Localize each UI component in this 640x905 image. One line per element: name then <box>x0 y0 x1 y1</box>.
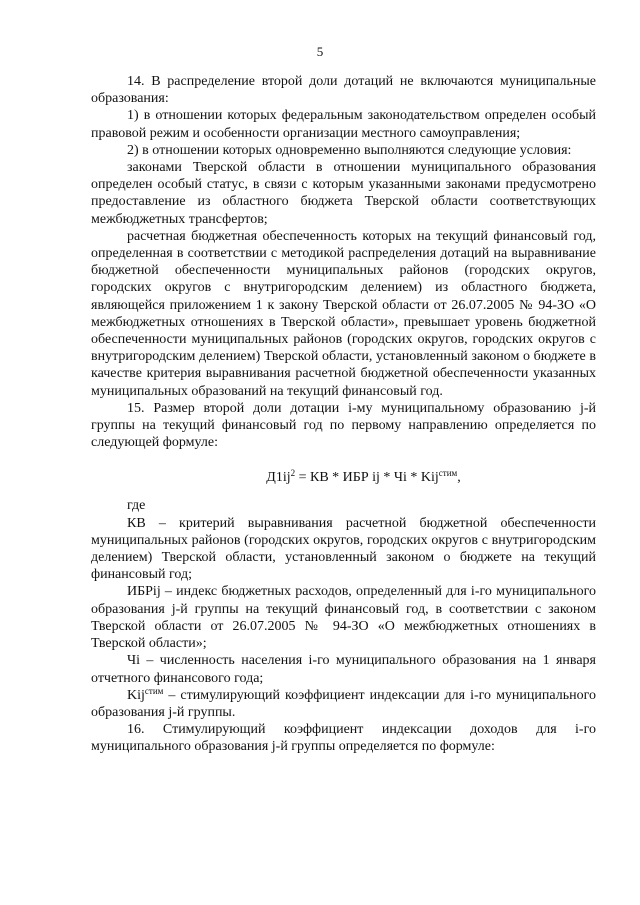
paragraph-14-condition-2: расчетная бюджетная обеспеченность которых на текущий финансовый год, определенная в соответствии с методикой распределения дотаций на выравнивание бюджетной обеспеченности муниципальных районов (городских округов, городских округов с внутригородским делением) из областного бюджета, являющейся приложением 1 к закону Тверской области от 26.07.2005 № 94-ЗО «О межбюджетных отношениях в Тверской области», превышает уровень бюджетной обеспеченности муниципальных районов (городских округов, городских округов с внутригородским делением) Тверской области, установленный законом о бюджете в качестве критерия выравнивания расчетной бюджетной обеспеченности указанных муниципальных образований на текущий финансовый год. <box>91 228 596 399</box>
formula-rhs: = КВ * ИБР ij * Чi * Kij <box>295 470 439 486</box>
paragraph-14-condition-1: законами Тверской области в отношении муниципального образования определен особый статус, в связи с которым указанными законами предусмотрено предоставление из областного бюджета Тверской области соответствующих межбюджетных трансфертов; <box>91 160 596 227</box>
formula-lhs: Д1ij <box>266 470 291 486</box>
paragraph-14-intro: 14. В распределение второй доли дотаций не включаются муниципальные образования: <box>91 74 596 107</box>
definition-kv: КВ – критерий выравнивания расчетной бюджетной обеспеченности муниципальных районов (городских округов, городских округов с внутригородским делением) Тверской области, установленный законом о бюджете на текущий финансовый год; <box>91 515 596 583</box>
definition-kstim-sup: стим <box>144 685 164 696</box>
where-label: где <box>127 498 146 514</box>
definition-kstim-term: Kij <box>127 687 145 703</box>
paragraph-15-intro: 15. Размер второй доли дотации i-му муниципальному образованию j-й группы на текущий финансовый год по первому направлению определяется по следующей формуле: <box>91 400 596 451</box>
definition-kstim <box>91 687 596 721</box>
document-body <box>91 73 596 756</box>
definition-ch: Чi – численность населения i-го муниципального образования на 1 января отчетного финансового года; <box>91 653 596 686</box>
definition-kstim-text: – стимулирующий коэффициент индексации для i-го муниципального образования j-й группы. <box>91 687 596 720</box>
formula-end: , <box>457 470 461 486</box>
paragraph-14-item-2: 2) в отношении которых одновременно выполняются следующие условия: <box>127 142 572 158</box>
paragraph-14-item-1: 1) в отношении которых федеральным законодательством определен особый правовой режим и особенности организации местного самоуправления; <box>91 108 596 141</box>
formula-lhs-sup: 2 <box>290 468 296 479</box>
formula-rhs-sup: стим <box>438 468 458 479</box>
paragraph-16-intro: 16. Стимулирующий коэффициент индексации доходов для i-го муниципального образования j-й группы определяется по формуле: <box>91 722 596 755</box>
page-number: 5 <box>316 44 324 59</box>
formula-d1ij <box>91 469 596 487</box>
definition-ibr: ИБРij – индекс бюджетных расходов, определенный для i-го муниципального образования j-й группы на текущий финансовый год, в соответствии с законом Тверской области от 26.07.2005 № 94-ЗО «О межбюджетных отношениях в Тверской области»; <box>91 584 596 652</box>
